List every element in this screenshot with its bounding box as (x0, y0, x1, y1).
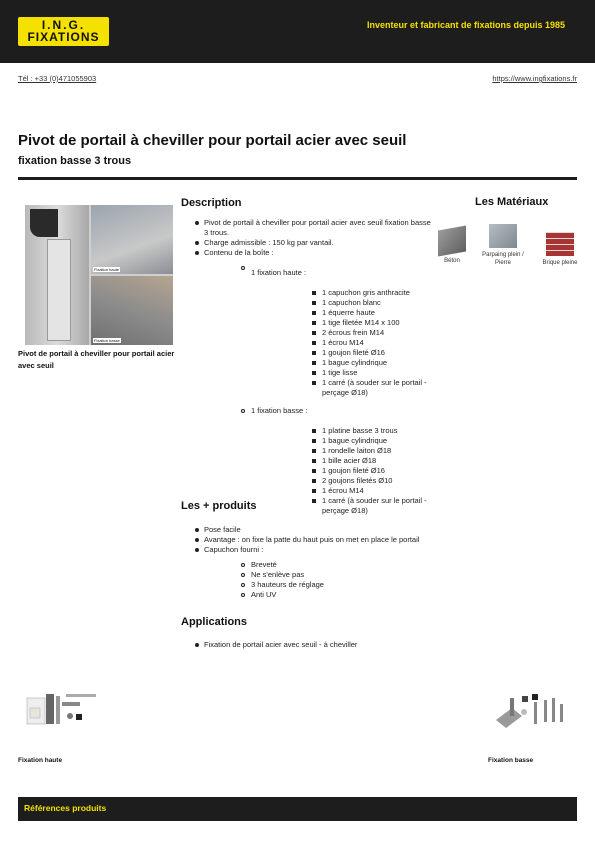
list-item: Anti UV (204, 590, 436, 600)
capuchon-label: Capuchon fourni : (204, 545, 264, 554)
brand-logo[interactable] (18, 17, 109, 46)
list-item: 1 capuchon blanc (251, 298, 436, 308)
list-item: Ne s'enlève pas (204, 570, 436, 580)
photo-post-shape (47, 239, 71, 341)
plus-heading: Les + produits (181, 500, 257, 512)
list-item: 1 rondelle laiton Ø18 (251, 446, 436, 456)
photo-label-basse: Fixation basse (94, 338, 120, 343)
material-label: Brique pleine (542, 260, 578, 266)
list-item: 1 écrou M14 (251, 338, 436, 348)
website-link[interactable]: https://www.ingfixations.fr (492, 74, 577, 83)
fixation-basse-label: 1 fixation basse : (251, 406, 308, 415)
page-header (0, 0, 595, 63)
page-title: Pivot de portail à cheviller pour portail acier avec seuil (18, 132, 407, 149)
list-item (204, 263, 436, 398)
title-divider (18, 177, 577, 180)
material-concrete (432, 228, 472, 265)
material-label: Parpaing plein / Pierre (482, 252, 524, 266)
list-item: 2 écrous frein M14 (251, 328, 436, 338)
fixation-haute-label: 1 fixation haute : (251, 268, 307, 277)
list-item: 1 goujon fileté Ø16 (251, 466, 436, 476)
upper-fixing-thumbnail (26, 690, 102, 730)
box-contents-label: Contenu de la boîte : (204, 248, 274, 257)
list-item: 1 carré (à souder sur le portail - perçage Ø18) (251, 378, 436, 398)
list-item: 1 goujon fileté Ø16 (251, 348, 436, 358)
list-item: 1 équerre haute (251, 308, 436, 318)
description-heading: Description (181, 197, 242, 209)
description-block (181, 218, 436, 516)
list-item: 1 platine basse 3 trous (251, 426, 436, 436)
logo-line-2: FIXATIONS (27, 30, 100, 44)
list-item: 2 goujons filetés Ø10 (251, 476, 436, 486)
lower-fixing-caption: Fixation basse (488, 757, 534, 764)
photo-label-haute: Fixation haute (94, 267, 120, 272)
materials-heading: Les Matériaux (475, 196, 549, 208)
photo-upper-fixing (91, 205, 173, 274)
photo-lower-fixing (91, 276, 173, 345)
list-item: Charge admissible : 150 kg par vantail. (181, 238, 436, 248)
list-item: Pivot de portail à cheviller pour portail acier avec seuil fixation basse 3 trous. (181, 218, 436, 238)
list-item: Pose facile (181, 525, 436, 535)
company-tagline: Inventeur et fabricant de fixations depuis 1985 (367, 20, 566, 30)
applications-heading: Applications (181, 616, 248, 628)
list-item: 1 carré (à souder sur le portail - perçage Ø18) (251, 496, 436, 516)
list-item (181, 248, 436, 516)
phone-link[interactable]: Tél : +33 (0)471055903 (18, 74, 97, 83)
upper-fixing-caption: Fixation haute (18, 757, 63, 764)
list-item (181, 545, 436, 600)
brick-icon (546, 232, 574, 256)
applications-block (181, 640, 436, 650)
list-item: Avantage : on fixe la patte du haut puis on met en place le portail (181, 535, 436, 545)
plus-block (181, 525, 436, 600)
list-item: Fixation de portail acier avec seuil - à cheviller (181, 640, 436, 650)
list-item: 1 capuchon gris anthracite (251, 288, 436, 298)
block-icon (489, 224, 517, 248)
material-block (476, 224, 530, 267)
list-item: 1 tige filetée M14 x 100 (251, 318, 436, 328)
product-references-bar (18, 797, 577, 821)
product-photo (25, 205, 173, 345)
photo-cap-shape (30, 209, 58, 237)
list-item: 1 bague cylindrique (251, 436, 436, 446)
list-item: 1 écrou M14 (251, 486, 436, 496)
logo-line-1: I.N.G. (41, 18, 86, 32)
material-label: Béton (444, 258, 460, 264)
list-item: 1 bague cylindrique (251, 358, 436, 368)
page-subtitle: fixation basse 3 trous (18, 155, 132, 167)
list-item: 3 hauteurs de réglage (204, 580, 436, 590)
product-references-title: Références produits (24, 803, 107, 813)
lower-fixing-thumbnail (492, 690, 572, 730)
list-item: 1 bille acier Ø18 (251, 456, 436, 466)
material-brick (536, 232, 584, 267)
list-item: Breveté (204, 560, 436, 570)
concrete-icon (438, 226, 466, 257)
list-item: 1 tige lisse (251, 368, 436, 378)
photo-caption: Pivot de portail à cheviller pour portail acier avec seuil (18, 349, 175, 370)
photo-gate-view (25, 205, 89, 345)
